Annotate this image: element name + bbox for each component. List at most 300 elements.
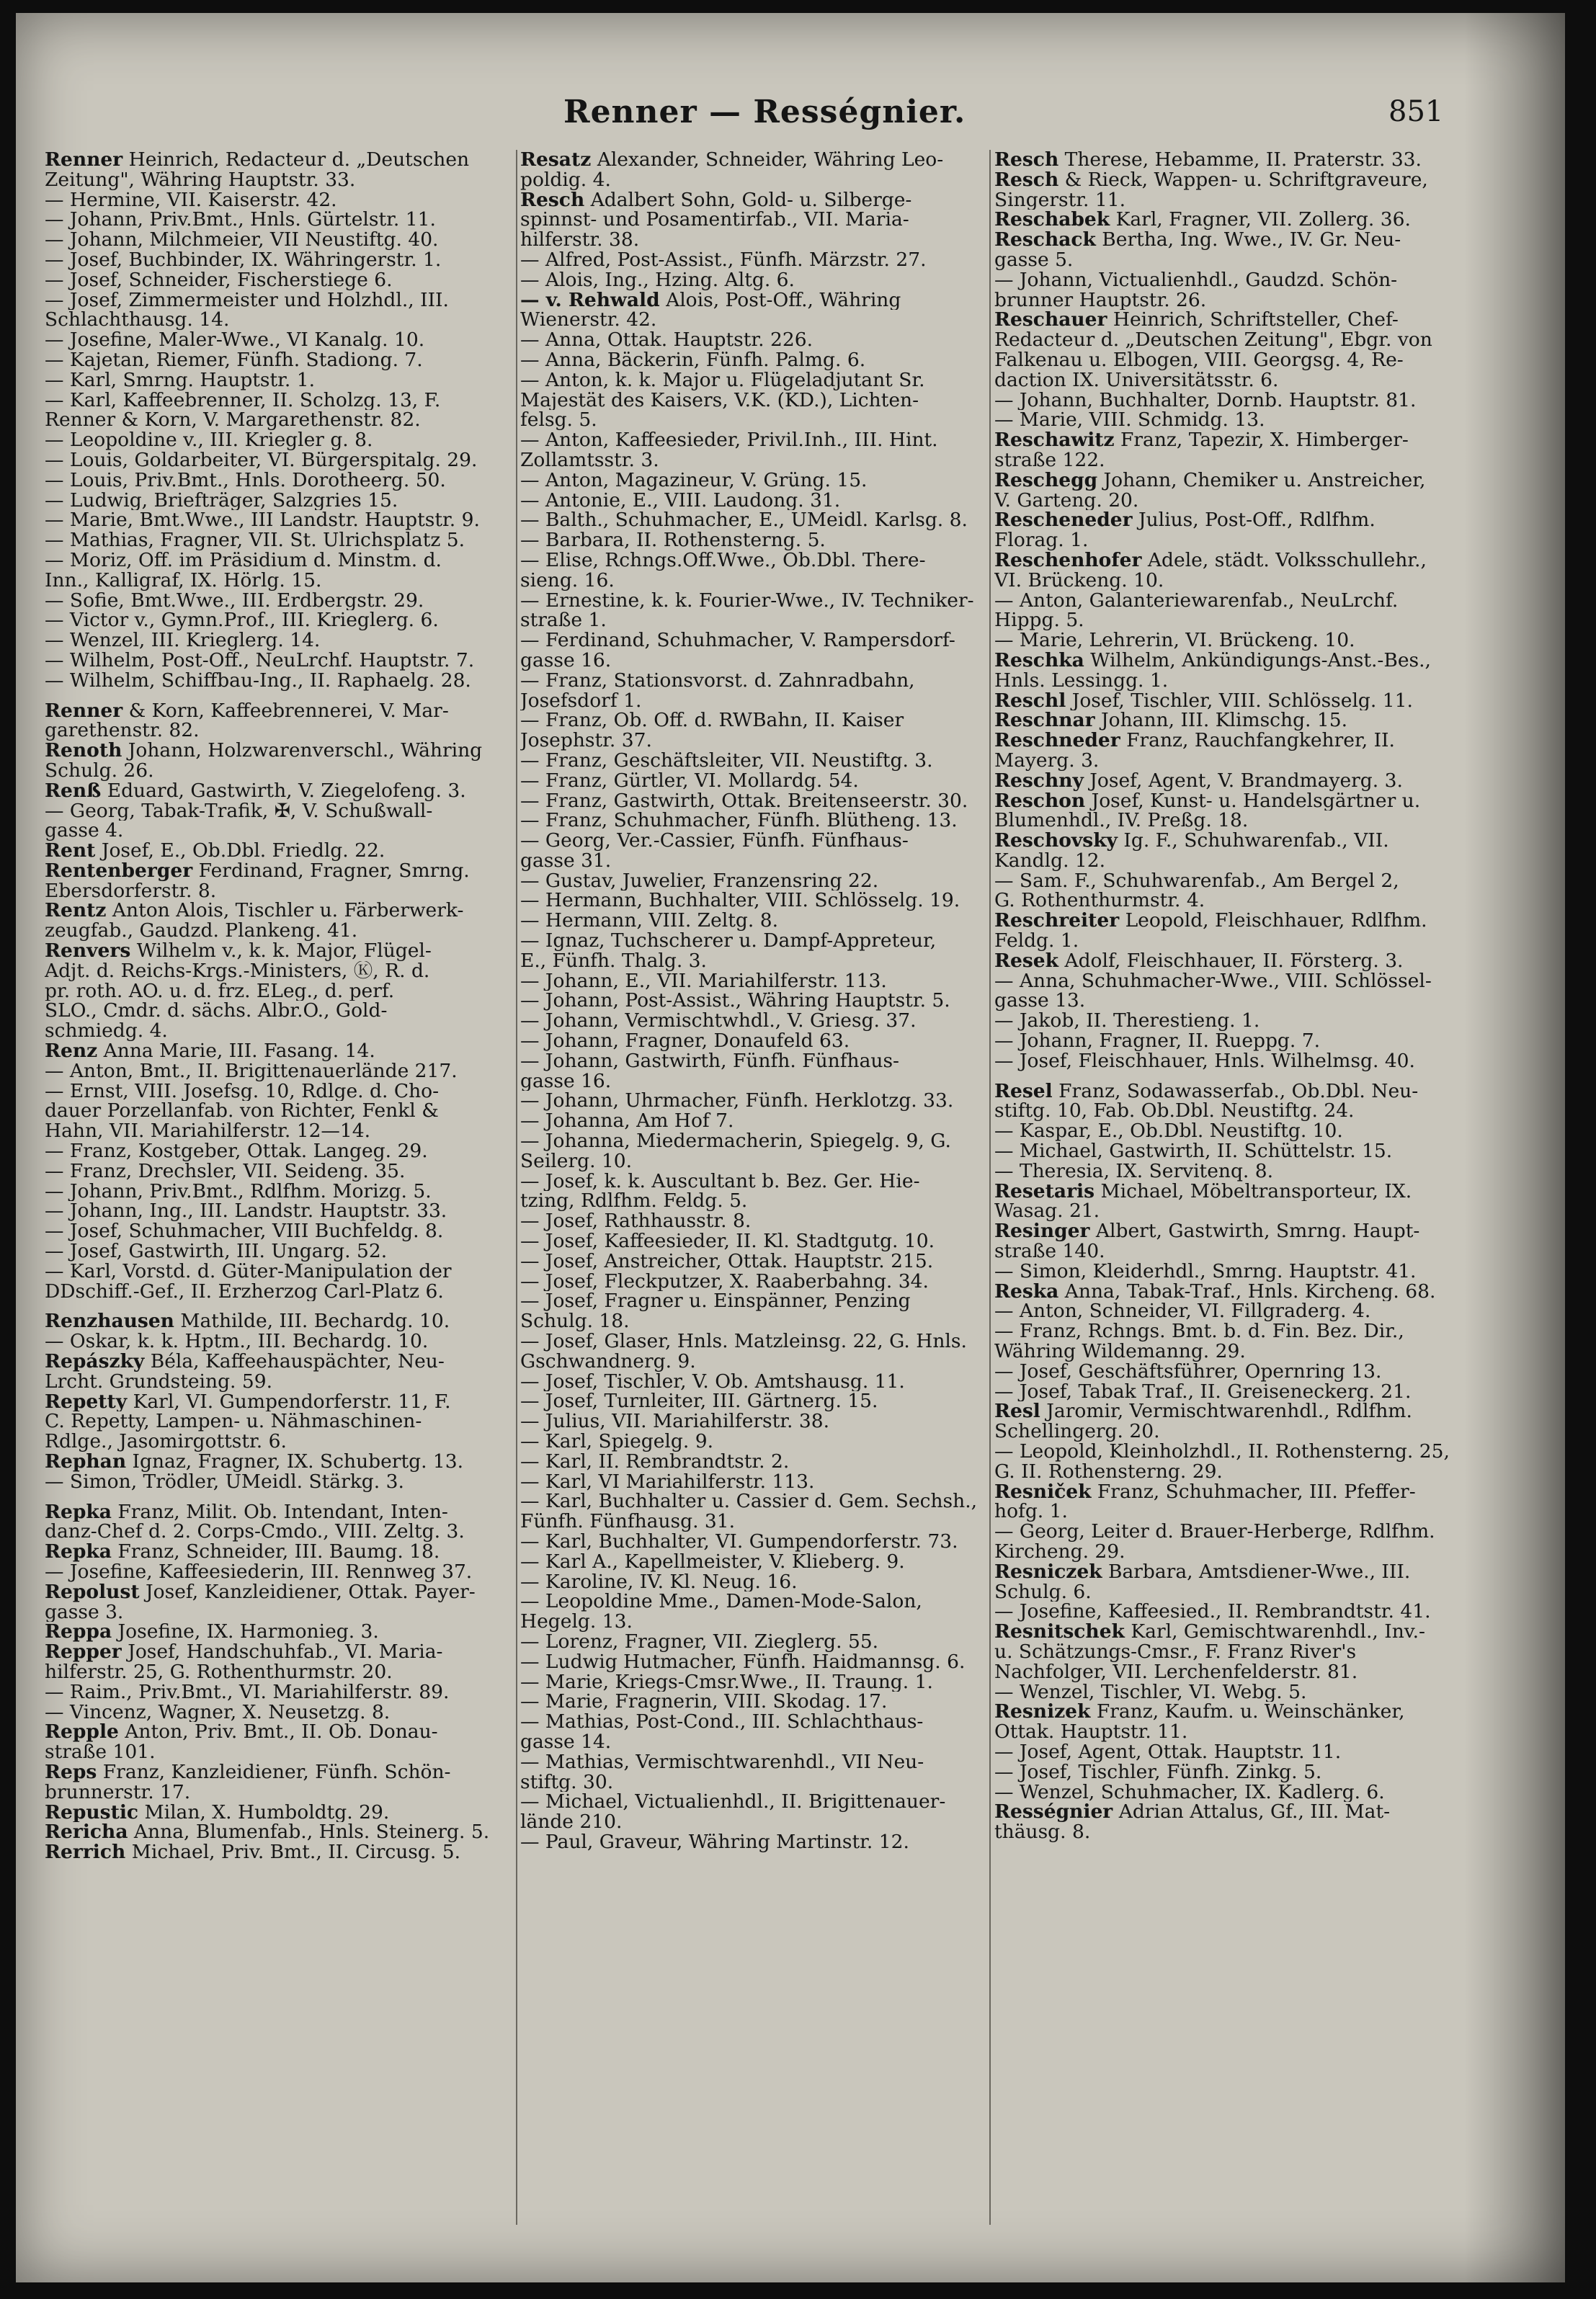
directory-entry (994, 1031, 1466, 1051)
entry-text: — Franz, Rchngs. Bmt. b. d. Fin. Bez. Dir., (994, 1321, 1404, 1342)
entry-text: Redacteur d. „Deutschen Zeitung", Ebgr. von (994, 330, 1432, 350)
entry-text: — Mathias, Post-Cond., III. Schlachthaus- (520, 1712, 924, 1732)
directory-entry (45, 841, 514, 861)
entry-surname: Repolust (45, 1581, 140, 1602)
directory-entry (994, 1182, 1466, 1202)
entry-text: Gschwandnerg. 9. (520, 1351, 696, 1372)
entry-text: — Johann, Priv.Bmt., Rdlfhm. Morizg. 5. (45, 1181, 432, 1202)
directory-entry (520, 1452, 986, 1472)
entry-text: hilferstr. 38. (520, 230, 640, 250)
directory-entry (994, 1342, 1466, 1362)
directory-entry (520, 1331, 986, 1352)
directory-entry (520, 731, 986, 751)
directory-entry (994, 831, 1466, 851)
directory-entry (520, 470, 986, 491)
entry-text: Johann, Chemiker u. Anstreicher, (1097, 470, 1426, 491)
entry-text: thäusg. 8. (994, 1822, 1091, 1842)
directory-entry (520, 1311, 986, 1331)
entry-text: G. Rothenthurmstr. 4. (994, 890, 1205, 911)
directory-entry (994, 771, 1466, 791)
directory-entry (520, 530, 986, 550)
entry-text: — Josef, Gastwirth, III. Ungarg. 52. (45, 1241, 388, 1262)
directory-entry (45, 1001, 514, 1021)
entry-text: pr. roth. AO. u. d. frz. ELeg., d. perf. (45, 981, 395, 1001)
directory-entry (520, 971, 986, 991)
entry-text: Rdlge., Jasomirgottstr. 6. (45, 1432, 287, 1452)
column-2 (520, 150, 986, 2254)
directory-entry (45, 720, 514, 741)
directory-entry (45, 1432, 514, 1452)
entry-text: — Karl, Smrng. Hauptstr. 1. (45, 370, 316, 390)
entry-text: — Karl, Buchhalter, VI. Gumpendorferstr. 73. (520, 1531, 958, 1552)
entry-text: gasse 5. (994, 249, 1074, 270)
entry-text: DDschiff.-Gef., II. Erzherzog Carl-Platz 6. (45, 1281, 444, 1302)
entry-text: felsg. 5. (520, 410, 597, 431)
entry-text: Josef, Kanzleidiener, Ottak. Payer- (139, 1581, 476, 1602)
directory-entry (520, 831, 986, 851)
entry-text: — Kaspar, E., Ob.Dbl. Neustiftg. 10. (994, 1121, 1343, 1142)
directory-entry (520, 1251, 986, 1272)
entry-text: Alexander, Schneider, Währing Leo- (591, 150, 944, 170)
entry-text: Adrian Attalus, Gf., III. Mat- (1113, 1802, 1391, 1823)
entry-text: — Marie, Kriegs-Cmsr.Wwe., II. Traung. 1. (520, 1671, 933, 1692)
directory-entry (994, 510, 1466, 530)
directory-entry (994, 1121, 1466, 1141)
entry-text: Adele, städt. Volksschullehr., (1141, 550, 1427, 571)
directory-entry (45, 1762, 514, 1782)
entry-text: straße 140. (994, 1241, 1105, 1262)
entry-text: Florag. 1. (994, 530, 1089, 550)
entry-surname: Resch (994, 150, 1059, 170)
entry-surname: Repustic (45, 1802, 139, 1823)
entry-text: Franz, Kanzleidiener, Fünfh. Schön- (97, 1762, 451, 1782)
entry-text: Seilerg. 10. (520, 1151, 633, 1171)
directory-entry (45, 1101, 514, 1121)
directory-entry (520, 1131, 986, 1151)
entry-text: Josef, Tischler, VIII. Schlösselg. 11. (1066, 690, 1413, 711)
entry-text: Karl, Gemischtwarenhdl., Inv.- (1124, 1622, 1425, 1642)
entry-text: — Anton, Schneider, VI. Fillgraderg. 4. (994, 1301, 1371, 1322)
entry-text: — Louis, Priv.Bmt., Hnls. Dorotheerg. 50. (45, 470, 446, 491)
entry-surname: Resinger (994, 1221, 1090, 1242)
directory-entry (45, 450, 514, 470)
directory-entry (994, 1742, 1466, 1762)
directory-entry (45, 1241, 514, 1262)
directory-entry (520, 390, 986, 411)
entry-text: — Josef, Buchbinder, IX. Währingerstr. 1. (45, 249, 442, 270)
directory-entry (994, 1522, 1466, 1542)
directory-entry (994, 1602, 1466, 1622)
entry-text: Heinrich, Redacteur d. „Deutschen (122, 150, 470, 170)
directory-entry (994, 1051, 1466, 1071)
directory-entry (45, 550, 514, 571)
entry-text: — Josef, Tabak Traf., II. Greiseneckerg. 21. (994, 1381, 1412, 1402)
entry-text: — Michael, Gastwirth, II. Schüttelstr. 15. (994, 1141, 1393, 1161)
entry-text: zeugfab., Gaudzd. Plankeng. 41. (45, 921, 358, 942)
directory-entry (520, 170, 986, 190)
directory-entry (520, 210, 986, 230)
entry-surname: Reschnar (994, 710, 1095, 731)
directory-entry (994, 1282, 1466, 1302)
entry-text: — Anton, Bmt., II. Brigittenauerlände 217. (45, 1061, 458, 1081)
entry-text: u. Schätzungs-Cmsr., F. Franz River's (994, 1641, 1357, 1662)
entry-text: Adjt. d. Reichs-Krgs.-Ministers, Ⓚ, R. d. (45, 960, 430, 981)
entry-text: Leopold, Fleischhauer, Rdlfhm. (1119, 911, 1427, 932)
entry-text: — Alois, Ing., Hzing. Altg. 6. (520, 269, 795, 290)
entry-text: — Josefine, Maler-Wwe., VI Kanalg. 10. (45, 330, 425, 350)
directory-entry (520, 450, 986, 470)
entry-text: — Victor v., Gymn.Prof., III. Krieglerg. 6. (45, 610, 439, 631)
directory-entry (45, 821, 514, 841)
entry-text: — Anna, Ottak. Hauptstr. 226. (520, 330, 813, 350)
directory-entry (994, 270, 1466, 290)
entry-text: Béla, Kaffeehauspächter, Neu- (144, 1352, 445, 1372)
directory-entry (45, 250, 514, 270)
directory-entry (45, 1121, 514, 1141)
entry-text: Johann, Holzwarenverschl., Währing (122, 741, 483, 761)
entry-surname: Reschenhofer (994, 550, 1142, 571)
entry-text: Majestät des Kaisers, V.K. (KD.), Lichten- (520, 390, 919, 411)
entry-surname: Repetty (45, 1391, 128, 1412)
directory-entry (520, 671, 986, 691)
entry-text: — Julius, VII. Mariahilferstr. 38. (520, 1411, 830, 1432)
entry-text: Hahn, VII. Mariahilferstr. 12—14. (45, 1121, 371, 1142)
directory-entry (994, 651, 1466, 671)
entry-text: Heinrich, Schriftsteller, Chef- (1107, 310, 1399, 331)
directory-entry (520, 1692, 986, 1712)
directory-entry (520, 610, 986, 630)
directory-entry (45, 1822, 514, 1842)
entry-text: — Raim., Priv.Bmt., VI. Mariahilferstr. 89. (45, 1682, 450, 1702)
entry-surname: Reppa (45, 1622, 112, 1643)
entry-surname: Renvers (45, 941, 131, 961)
page-title: Renner — Rességnier. (563, 94, 966, 130)
entry-text: — Ferdinand, Schuhmacher, V. Rampersdorf- (520, 630, 955, 651)
entry-text: — Ludwig Hutmacher, Fünfh. Haidmannsg. 6. (520, 1651, 966, 1672)
directory-entry (994, 710, 1466, 731)
entry-text: spinnst- und Posamentirfab., VII. Maria- (520, 210, 909, 231)
directory-entry (45, 1452, 514, 1472)
entry-text: dauer Porzellanfab. von Richter, Fenkl & (45, 1101, 439, 1122)
entry-text: — Louis, Goldarbeiter, VI. Bürgerspitalg. 29. (45, 450, 478, 470)
entry-text: — Johann, Buchhalter, Dornb. Hauptstr. 81. (994, 390, 1417, 411)
entry-text: — Johann, Victualienhdl., Gaudzd. Schön- (994, 269, 1398, 290)
directory-entry (520, 1272, 986, 1292)
entry-text: — Josef, Kaffeesieder, II. Kl. Stadtgutg. 10. (520, 1231, 935, 1251)
entry-text: E., Fünfh. Thalg. 3. (520, 950, 707, 971)
entry-text: Fünfh. Fünfhausg. 31. (520, 1512, 736, 1532)
entry-text: — Gustav, Juwelier, Franzensring 22. (520, 870, 879, 891)
directory-entry (45, 1141, 514, 1161)
directory-entry (45, 1682, 514, 1702)
entry-text: — Wenzel, Tischler, VI. Webg. 5. (994, 1682, 1307, 1702)
directory-entry (520, 270, 986, 290)
entry-text: — Anton, Kaffeesieder, Privil.Inh., III. Hint. (520, 430, 938, 450)
directory-entry (45, 1392, 514, 1412)
entry-text: — Josef, Fleckputzer, X. Raaberbahng. 34. (520, 1271, 929, 1292)
entry-text: — Karl, Vorstd. d. Güter-Manipulation der (45, 1261, 452, 1282)
entry-text: tzing, Rdlfhm. Feldg. 5. (520, 1191, 748, 1212)
entry-text: — Johann, E., VII. Mariahilferstr. 113. (520, 970, 887, 991)
directory-entry (45, 761, 514, 781)
directory-entry (994, 1201, 1466, 1221)
directory-entry (994, 1141, 1466, 1161)
entry-text: — Josef, Tischler, V. Ob. Amtshausg. 11. (520, 1371, 905, 1392)
directory-entry (520, 1812, 986, 1832)
entry-text: — Anton, Magazineur, V. Grüng. 15. (520, 470, 868, 491)
directory-entry (994, 370, 1466, 390)
entry-text: poldig. 4. (520, 169, 611, 190)
entry-text: — Josef, Rathhausstr. 8. (520, 1211, 752, 1232)
entry-surname: Renz (45, 1041, 98, 1061)
entry-text: — Karl A., Kapellmeister, V. Klieberg. 9. (520, 1551, 905, 1572)
directory-entry (994, 1562, 1466, 1582)
entry-text: Josef, Handschuhfab., VI. Maria- (121, 1642, 443, 1662)
entry-text: — Josef, Glaser, Hnls. Matzleinsg. 22, G. Hnls. (520, 1331, 967, 1352)
entry-text: Eduard, Gastwirth, V. Ziegelofeng. 3. (101, 780, 466, 801)
directory-entry (520, 1231, 986, 1251)
directory-entry (45, 410, 514, 430)
entry-surname: Renner (45, 150, 123, 170)
entry-text: — Karl, Spiegelg. 9. (520, 1432, 714, 1452)
directory-entry (45, 210, 514, 230)
directory-entry (994, 1822, 1466, 1842)
entry-surname: Resnitschek (994, 1622, 1125, 1642)
entry-surname: Rentenberger (45, 860, 193, 881)
directory-entry (994, 1382, 1466, 1402)
entry-text: Franz, Milit. Ob. Intendant, Inten- (111, 1501, 448, 1522)
directory-entry (994, 1321, 1466, 1342)
directory-entry (520, 1291, 986, 1311)
entry-text: — Hermann, Buchhalter, VIII. Schlösselg. 19. (520, 890, 960, 911)
entry-text: hilferstr. 25, G. Rothenthurmstr. 20. (45, 1661, 393, 1682)
entry-surname: Renner (45, 700, 123, 721)
entry-surname: Rephan (45, 1452, 127, 1472)
directory-entry (520, 1732, 986, 1752)
entry-text: V. Garteng. 20. (994, 490, 1139, 511)
directory-entry (520, 330, 986, 350)
entry-text: Karl, Fragner, VII. Zollerg. 36. (1110, 210, 1411, 231)
entry-surname: Repper (45, 1642, 122, 1662)
entry-text: — Leopold, Kleinholzhdl., II. Rothensterng. 25, (994, 1442, 1450, 1462)
directory-entry (520, 1532, 986, 1552)
entry-text: — Johann, Milchmeier, VII Neustiftg. 40. (45, 230, 439, 250)
directory-entry (45, 941, 514, 961)
directory-entry (520, 1432, 986, 1452)
directory-entry (520, 1191, 986, 1211)
entry-text: Josef, Kunst- u. Handelsgärtner u. (1085, 790, 1421, 811)
entry-text: Josef, Agent, V. Brandmayerg. 3. (1083, 770, 1403, 791)
entry-text: — Josef, Fleischhauer, Hnls. Wilhelmsg. 40. (994, 1050, 1415, 1071)
directory-entry (994, 610, 1466, 630)
column-divider (516, 150, 517, 2225)
entry-text: — Lorenz, Fragner, VII. Zieglerg. 55. (520, 1631, 879, 1652)
entry-surname: Reschl (994, 690, 1066, 711)
entry-text: sieng. 16. (520, 570, 615, 591)
directory-entry (994, 1782, 1466, 1803)
directory-entry (994, 1421, 1466, 1442)
directory-entry (994, 1301, 1466, 1321)
entry-text: — Hermine, VII. Kaiserstr. 42. (45, 189, 337, 210)
entry-surname: Reps (45, 1762, 97, 1782)
entry-text: — Marie, Lehrerin, VI. Brückeng. 10. (994, 630, 1355, 651)
directory-entry (994, 1081, 1466, 1102)
entry-text: — Johann, Fragner, Donaufeld 63. (520, 1031, 850, 1051)
directory-entry (520, 370, 986, 390)
entry-text: gasse 14. (520, 1731, 612, 1752)
directory-entry (45, 530, 514, 550)
directory-entry (994, 1582, 1466, 1602)
page-number: 851 (1388, 95, 1444, 128)
directory-entry (45, 350, 514, 370)
directory-entry (520, 230, 986, 250)
entry-text: Singerstr. 11. (994, 189, 1126, 210)
directory-entry (994, 851, 1466, 871)
entry-text: — Josef, Zimmermeister und Holzhdl., III. (45, 290, 449, 311)
directory-entry (45, 1331, 514, 1352)
directory-entry (45, 430, 514, 450)
entry-text: — Franz, Schuhmacher, Fünfh. Blütheng. 13. (520, 811, 958, 831)
entry-text: — Marie, Fragnerin, VIII. Skodag. 17. (520, 1692, 888, 1713)
directory-entry (520, 911, 986, 931)
directory-page (16, 13, 1565, 2282)
entry-surname: Resch (520, 189, 585, 210)
directory-entry (520, 1011, 986, 1031)
directory-entry (45, 610, 514, 630)
directory-entry (520, 150, 986, 170)
directory-entry (45, 1262, 514, 1282)
entry-text: — Josef, Agent, Ottak. Hauptstr. 11. (994, 1741, 1342, 1762)
entry-text: Mayerg. 3. (994, 750, 1100, 771)
entry-text: Franz, Kaufm. u. Weinschänker, (1090, 1702, 1405, 1723)
entry-text: — Mathias, Vermischtwarenhdl., VII Neu- (520, 1751, 924, 1772)
entry-text: — Marie, Bmt.Wwe., III Landstr. Hauptstr. 9. (45, 510, 480, 531)
directory-entry (45, 1702, 514, 1723)
directory-entry (520, 310, 986, 330)
entry-text: Nachfolger, VII. Lerchenfelderstr. 81. (994, 1661, 1358, 1682)
directory-entry (994, 1401, 1466, 1421)
directory-entry (45, 290, 514, 311)
directory-entry (520, 1712, 986, 1732)
entry-surname: Reschneder (994, 731, 1120, 751)
directory-entry (45, 1522, 514, 1542)
entry-text: Milan, X. Humboldtg. 29. (138, 1802, 390, 1823)
entry-text: — Franz, Gürtler, VI. Mollardg. 54. (520, 770, 859, 791)
directory-entry (520, 1672, 986, 1692)
entry-surname: Reschack (994, 230, 1096, 250)
directory-entry (994, 150, 1466, 170)
entry-text: — Franz, Stationsvorst. d. Zahnradbahn, (520, 670, 915, 691)
directory-entry (520, 851, 986, 871)
directory-entry (994, 890, 1466, 911)
section-gap (994, 1071, 1466, 1081)
entry-text: Hippg. 5. (994, 610, 1084, 631)
entry-text: Albert, Gastwirth, Smrng. Haupt- (1089, 1221, 1420, 1242)
entry-text: danz-Chef d. 2. Corps-Cmdo., VIII. Zeltg. 3. (45, 1522, 465, 1543)
directory-entry (520, 250, 986, 270)
entry-text: — Karl, VI Mariahilferstr. 113. (520, 1471, 815, 1492)
directory-entry (520, 1612, 986, 1632)
directory-entry (520, 1632, 986, 1652)
entry-text: Hegelg. 13. (520, 1612, 633, 1632)
entry-text: straße 122. (994, 450, 1105, 470)
entry-text: — Leopoldine v., III. Kriegler g. 8. (45, 430, 373, 450)
directory-entry (45, 671, 514, 691)
directory-entry (994, 911, 1466, 931)
directory-entry (45, 1411, 514, 1432)
directory-entry (45, 1642, 514, 1662)
entry-text: — Wenzel, Schuhmacher, IX. Kadlerg. 6. (994, 1782, 1385, 1803)
entry-text: gasse 3. (45, 1602, 124, 1622)
directory-entry (994, 1762, 1466, 1782)
entry-text: Kandlg. 12. (994, 850, 1106, 871)
entry-text: stiftg. 30. (520, 1772, 614, 1793)
entry-text: — Johann, Vermischtwhdl., V. Griesg. 37. (520, 1011, 917, 1032)
entry-text: — Franz, Drechsler, VII. Seideng. 35. (45, 1161, 406, 1182)
entry-text: Ebersdorferstr. 8. (45, 880, 217, 901)
entry-surname: Renß (45, 780, 102, 801)
directory-entry (45, 1221, 514, 1241)
directory-entry (520, 1572, 986, 1592)
directory-entry (994, 491, 1466, 511)
entry-surname: — v. Rehwald (520, 290, 660, 311)
entry-surname: Reschabek (994, 210, 1110, 231)
directory-entry (45, 150, 514, 170)
entry-text: C. Repetty, Lampen- u. Nähmaschinen- (45, 1411, 422, 1432)
entry-surname: Reska (994, 1281, 1059, 1302)
directory-entry (45, 881, 514, 901)
entry-text: Ottak. Hauptstr. 11. (994, 1722, 1188, 1742)
entry-text: SLO., Cmdr. d. sächs. Albr.O., Gold- (45, 1001, 388, 1022)
entry-surname: Rentz (45, 901, 107, 921)
entry-text: — Ernst, VIII. Josefsg. 10, Rdlge. d. Cho- (45, 1081, 440, 1102)
directory-entry (994, 871, 1466, 891)
directory-entry (520, 1031, 986, 1051)
directory-entry (520, 410, 986, 430)
directory-entry (994, 410, 1466, 430)
directory-entry (520, 1772, 986, 1793)
directory-entry (45, 961, 514, 981)
directory-entry (994, 450, 1466, 470)
directory-entry (45, 651, 514, 671)
entry-text: Renner & Korn, V. Margarethenstr. 82. (45, 410, 421, 431)
entry-text: — Vincenz, Wagner, X. Neusetzg. 8. (45, 1702, 391, 1723)
directory-entry (45, 1582, 514, 1602)
directory-entry (994, 671, 1466, 691)
entry-text: straße 101. (45, 1742, 156, 1762)
entry-text: — Josef, k. k. Auscultant b. Bez. Ger. Hie- (520, 1171, 920, 1192)
entry-text: — Wilhelm, Post-Off., NeuLrchf. Hauptstr. 7. (45, 650, 475, 671)
entry-surname: Reschovsky (994, 831, 1118, 851)
directory-entry (994, 571, 1466, 591)
directory-entry (45, 491, 514, 511)
entry-text: Anna, Tabak-Traf., Hnls. Kircheng. 68. (1058, 1281, 1436, 1302)
entry-text: Feldg. 1. (994, 931, 1079, 951)
entry-text: — Johann, Ing., III. Landstr. Hauptstr. 33. (45, 1201, 447, 1222)
entry-surname: Resatz (520, 150, 592, 170)
directory-entry (994, 350, 1466, 370)
directory-entry (994, 1011, 1466, 1031)
directory-entry (520, 1171, 986, 1192)
directory-entry (994, 1642, 1466, 1662)
entry-surname: Reschny (994, 770, 1084, 791)
entry-text: — Leopoldine Mme., Damen-Mode-Salon, (520, 1592, 922, 1612)
entry-text: — Georg, Ver.-Cassier, Fünfh. Fünfhaus- (520, 831, 909, 851)
directory-entry (520, 710, 986, 731)
entry-text: — Ernestine, k. k. Fourier-Wwe., IV. Techniker- (520, 590, 974, 611)
directory-entry (994, 290, 1466, 311)
entry-text: & Korn, Kaffeebrennerei, V. Mar- (122, 700, 449, 721)
